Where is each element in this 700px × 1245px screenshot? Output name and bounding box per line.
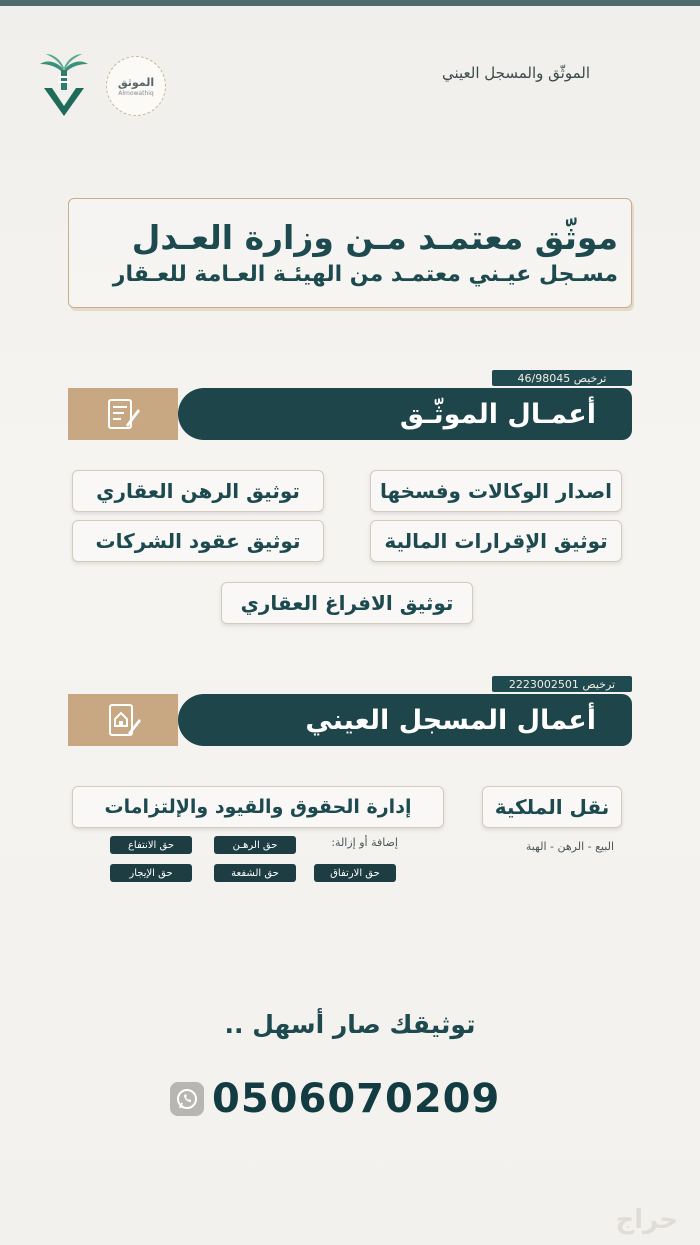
service-pill: توثيق الإقرارات المالية: [370, 520, 622, 562]
property-document-icon: [104, 701, 142, 739]
tagline: توثيقك صار أسهل ..: [224, 1010, 476, 1039]
headline-line1: موثّق معتمـد مـن وزارة العـدل: [131, 218, 618, 257]
registry-section-band: [68, 694, 632, 746]
service-pill: اصدار الوكالات وفسخها: [370, 470, 622, 512]
brand-title: الموثّق والمسجل العيني: [442, 64, 590, 82]
seal-text: الموثق: [117, 75, 155, 89]
ownership-note: البيع - الرهن - الهبة: [525, 840, 614, 853]
registry-section-title: أعمال المسجل العيني: [305, 704, 596, 736]
service-pill: توثيق عقود الشركات: [72, 520, 324, 562]
rights-tag: حق الانتفاع: [110, 836, 192, 854]
registry-section-title-bar: [178, 694, 632, 746]
rights-tag: حق الارتفاق: [314, 864, 396, 882]
service-pill: توثيق الرهن العقاري: [72, 470, 324, 512]
seal-logo: [106, 56, 166, 116]
palm-logo-icon: [38, 52, 90, 118]
headline-line2: مسـجل عيـني معتمـد من الهيئـة العـامة للعـقار: [112, 262, 618, 287]
service-pill: إدارة الحقوق والقيود والإلتزامات: [72, 786, 444, 828]
notary-section-title: أعمـال الموثّـق: [399, 398, 596, 430]
registry-section-icon-box: [68, 694, 178, 746]
service-pill: نقل الملكية: [482, 786, 622, 828]
seal-subtext: Almowathiq: [118, 89, 154, 97]
registry-license-tag: ترخيص 2223002501: [492, 676, 632, 692]
top-bar: [0, 0, 700, 6]
notary-license-tag: ترخيص 46/98045: [492, 370, 632, 386]
watermark: حراج: [615, 1205, 678, 1235]
whatsapp-icon: [170, 1082, 204, 1116]
notary-section-icon-box: [68, 388, 178, 440]
rights-tag: حق الرهـن: [214, 836, 296, 854]
notary-section-title-bar: [178, 388, 632, 440]
rights-tag: حق الإيجار: [110, 864, 192, 882]
document-pen-icon: [104, 395, 142, 433]
rights-tag: حق الشفعة: [214, 864, 296, 882]
phone-number[interactable]: 0506070209: [212, 1076, 501, 1122]
notary-section-band: [68, 388, 632, 440]
phone-row: [170, 1076, 500, 1122]
rights-note: إضافة أو إزالة:: [331, 836, 398, 849]
service-pill: توثيق الافراغ العقاري: [221, 582, 473, 624]
